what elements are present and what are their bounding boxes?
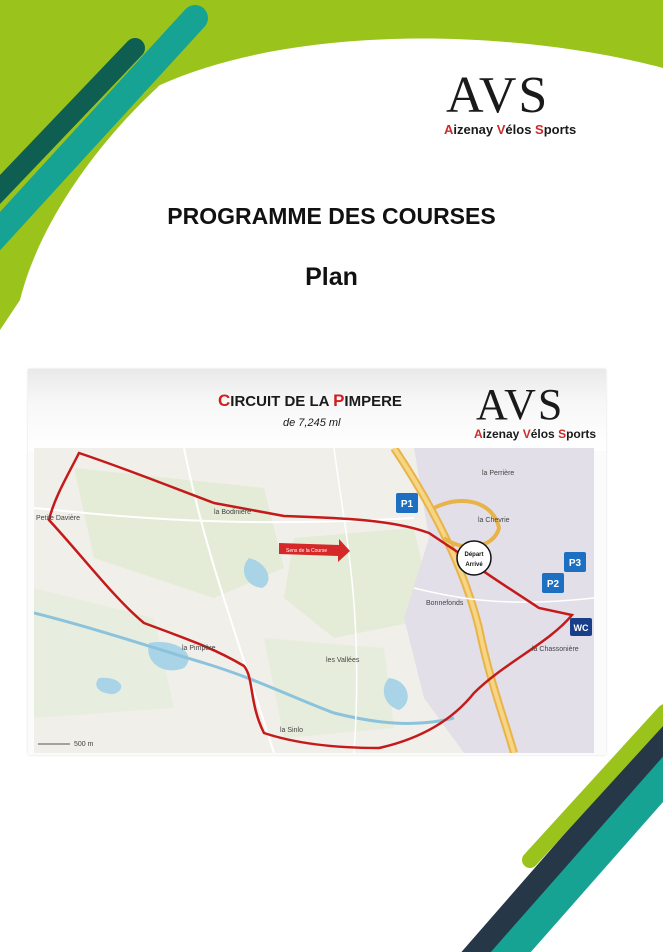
circuit-title-part: P xyxy=(333,391,345,410)
circuit-title xyxy=(218,391,402,411)
map-header xyxy=(28,369,606,451)
logo-caption-part: S xyxy=(535,122,544,137)
page-subtitle: Plan xyxy=(305,263,358,291)
field-area xyxy=(264,638,394,738)
logo-letters: AVS xyxy=(476,380,565,429)
place-label: la Bodinière xyxy=(214,509,251,516)
finish-label: Arrivé xyxy=(465,562,483,568)
marker-p1-label: P1 xyxy=(400,499,414,510)
circuit-map xyxy=(34,448,594,753)
navy-stripe-bottom xyxy=(470,730,663,952)
circuit-distance: de 7,245 ml xyxy=(283,417,341,429)
place-label: la Chevrie xyxy=(478,517,510,524)
place-label: la Chassonière xyxy=(532,646,579,653)
marker-p3-label: P3 xyxy=(568,558,582,569)
marker-p3 xyxy=(564,552,586,572)
logo-caption xyxy=(474,427,596,441)
logo-caption-part: ports xyxy=(543,122,577,137)
marker-p2 xyxy=(542,573,564,593)
logo-caption-part: V xyxy=(522,427,531,441)
place-label: Petite Davière xyxy=(36,515,80,522)
page-title: PROGRAMME DES COURSES xyxy=(167,203,496,229)
place-label: la Sinlo xyxy=(280,727,303,734)
avs-logo-map xyxy=(470,380,606,449)
marker-p1 xyxy=(396,493,418,513)
place-label: la Perrière xyxy=(482,470,515,477)
direction-label: Sens de la Course xyxy=(286,548,328,554)
marker-wc-label: WC xyxy=(573,623,589,633)
start-label: Départ xyxy=(464,552,484,558)
logo-caption-part: élos xyxy=(530,427,559,441)
avs-logo xyxy=(440,67,590,145)
place-label: Bonnefonds xyxy=(426,600,464,607)
logo-caption-part: izenay xyxy=(453,122,497,137)
logo-caption-part: izenay xyxy=(482,427,523,441)
teal-stripe-bottom xyxy=(495,760,663,952)
place-label: les Vallées xyxy=(326,657,360,664)
marker-p2-label: P2 xyxy=(546,579,560,590)
logo-caption-part: ports xyxy=(566,427,597,441)
circuit-title-part: C xyxy=(218,391,231,410)
logo-caption-part: V xyxy=(496,122,506,137)
circuit-title-part: IRCUIT DE LA xyxy=(230,393,334,410)
logo-caption-part: A xyxy=(444,122,454,137)
marker-wc xyxy=(570,618,592,636)
place-label: la Pimpère xyxy=(182,645,216,652)
circuit-title-part: IMPERE xyxy=(344,393,402,410)
scale-label: 500 m xyxy=(74,741,94,748)
logo-caption xyxy=(444,122,576,137)
start-finish-marker xyxy=(457,541,491,575)
logo-caption-part: élos xyxy=(505,122,536,137)
logo-letters: AVS xyxy=(446,67,550,124)
logo-caption-part: A xyxy=(474,427,483,441)
logo-caption-part: S xyxy=(558,427,567,441)
